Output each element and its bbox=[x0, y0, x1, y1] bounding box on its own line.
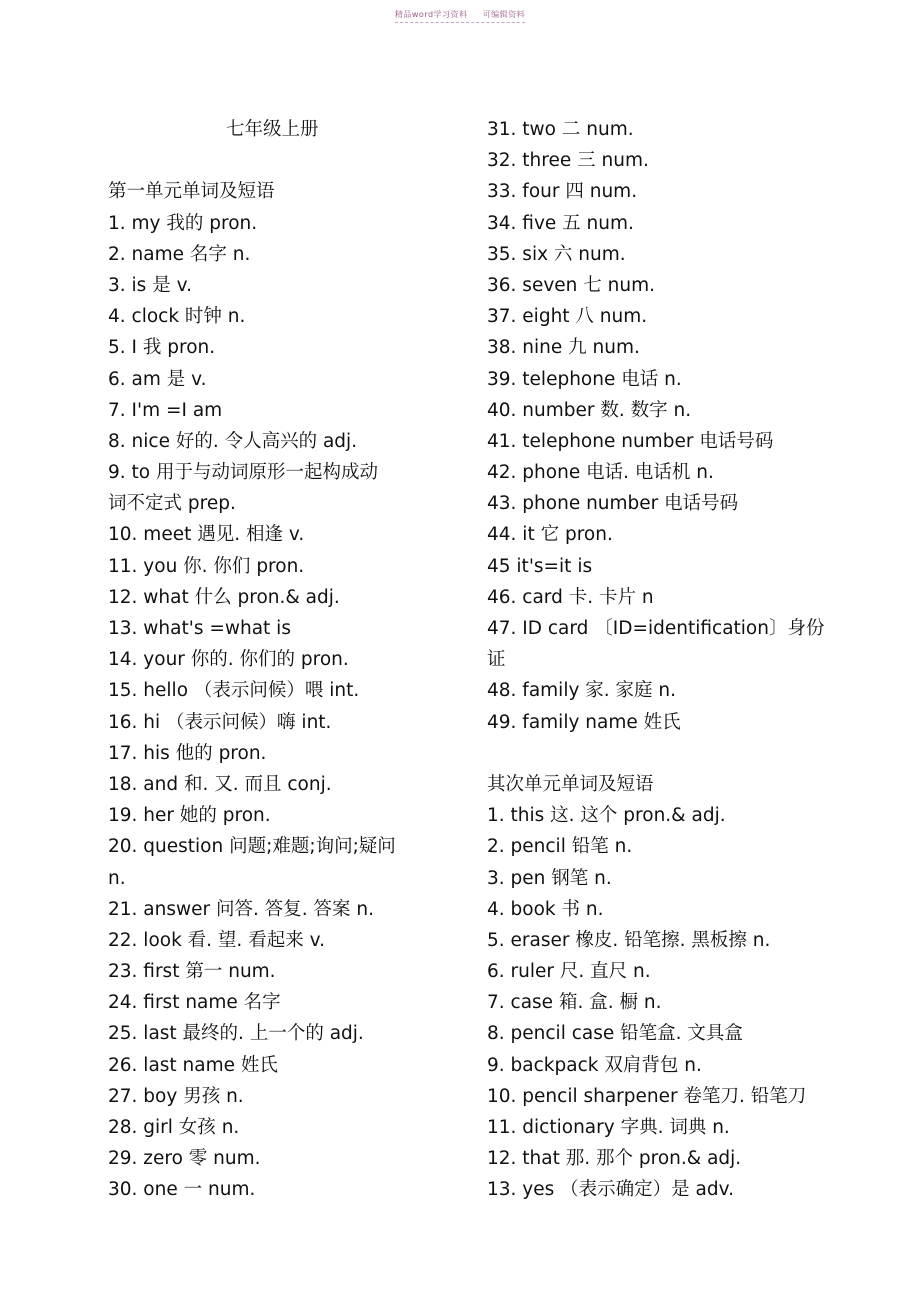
vocab-entry: 46. card 卡. 卡片 n bbox=[487, 586, 654, 608]
vocab-entry: 5. I 我 pron. bbox=[108, 337, 216, 359]
vocab-entry: 2. name 名字 n. bbox=[108, 243, 251, 265]
vocab-entry: 37. eight 八 num. bbox=[487, 306, 648, 328]
vocab-entry: 32. three 三 num. bbox=[487, 150, 649, 172]
vocab-entry: 29. zero 零 num. bbox=[108, 1148, 261, 1170]
vocab-entry: n. bbox=[108, 867, 126, 889]
vocab-entry: 词不定式 prep. bbox=[108, 493, 236, 515]
vocab-entry: 27. boy 男孩 n. bbox=[108, 1085, 244, 1107]
header-left-text: 精品word学习资料 bbox=[394, 10, 468, 19]
vocab-entry: 40. number 数. 数字 n. bbox=[487, 399, 692, 421]
vocab-entry: 22. look 看. 望. 看起来 v. bbox=[108, 929, 325, 951]
vocab-entry: 38. nine 九 num. bbox=[487, 337, 640, 359]
page-header bbox=[0, 9, 920, 20]
vocab-entry: 1. this 这. 这个 pron.& adj. bbox=[487, 805, 726, 827]
vocab-entry: 13. what's =what is bbox=[108, 618, 291, 639]
vocab-entry: 49. family name 姓氏 bbox=[487, 711, 681, 733]
vocab-entry: 33. four 四 num. bbox=[487, 181, 638, 203]
vocab-entry: 15. hello （表示问候）喂 int. bbox=[108, 680, 360, 702]
vocab-entry: 6. am 是 v. bbox=[108, 368, 207, 390]
vocab-entry: 4. book 书 n. bbox=[487, 898, 604, 920]
vocab-entry: 43. phone number 电话号码 bbox=[487, 493, 739, 515]
vocab-entry: 31. two 二 num. bbox=[487, 119, 634, 140]
vocab-entry: 12. that 那. 那个 pron.& adj. bbox=[487, 1148, 742, 1170]
vocab-entry: 9. to 用于与动词原形一起构成动 bbox=[108, 462, 378, 484]
vocab-entry: 1. my 我的 pron. bbox=[108, 212, 258, 234]
vocab-entry: 2. pencil 铅笔 n. bbox=[487, 836, 633, 858]
vocab-entry: 23. first 第一 num. bbox=[108, 961, 276, 983]
vocab-entry: 12. what 什么 pron.& adj. bbox=[108, 586, 340, 608]
vocab-entry: 21. answer 问答. 答复. 答案 n. bbox=[108, 898, 375, 920]
section-heading: 第一单元单词及短语 bbox=[108, 181, 275, 203]
header-right-text: 可编辑资料 bbox=[482, 10, 526, 19]
vocab-entry: 25. last 最终的. 上一个的 adj. bbox=[108, 1023, 364, 1045]
vocab-entry: 48. family 家. 家庭 n. bbox=[487, 680, 677, 702]
header-divider bbox=[395, 22, 525, 23]
vocab-entry: 41. telephone number 电话号码 bbox=[487, 430, 774, 452]
vocab-entry: 9. backpack 双肩背包 n. bbox=[487, 1054, 702, 1076]
vocab-entry: 11. dictionary 字典. 词典 n. bbox=[487, 1117, 730, 1138]
vocab-entry: 18. and 和. 又. 而且 conj. bbox=[108, 773, 332, 795]
vocab-entry: 7. case 箱. 盒. 橱 n. bbox=[487, 992, 662, 1014]
vocab-entry: 45 it's=it is bbox=[487, 555, 593, 577]
vocab-entry: 10. meet 遇见. 相逢 v. bbox=[108, 524, 305, 546]
vocab-entry: 47. ID card 〔ID=identification〕身份 bbox=[487, 618, 825, 639]
vocab-entry: 20. question 问题;难题;询问;疑问 bbox=[108, 836, 396, 858]
vocab-entry: 3. pen 钢笔 n. bbox=[487, 867, 612, 889]
vocab-entry: 19. her 她的 pron. bbox=[108, 805, 271, 827]
vocab-entry: 28. girl 女孩 n. bbox=[108, 1117, 240, 1138]
vocab-entry: 8. nice 好的. 令人高兴的 adj. bbox=[108, 430, 358, 452]
vocab-entry: 4. clock 时钟 n. bbox=[108, 306, 246, 328]
vocab-entry: 6. ruler 尺. 直尺 n. bbox=[487, 961, 651, 983]
vocab-entry: 35. six 六 num. bbox=[487, 243, 626, 265]
left-column bbox=[108, 114, 468, 1206]
vocab-entry: 26. last name 姓氏 bbox=[108, 1054, 278, 1076]
vocab-entry: 13. yes （表示确定）是 adv. bbox=[487, 1179, 735, 1201]
vocab-entry: 24. first name 名字 bbox=[108, 992, 281, 1014]
vocab-entry: 3. is 是 v. bbox=[108, 274, 192, 296]
vocab-entry: 16. hi （表示问候）嗨 int. bbox=[108, 711, 332, 733]
vocab-entry: 39. telephone 电话 n. bbox=[487, 368, 682, 390]
vocab-entry: 7. I'm =I am bbox=[108, 399, 223, 421]
spacer bbox=[108, 145, 468, 176]
vocab-entry: 8. pencil case 铅笔盒. 文具盒 bbox=[487, 1023, 743, 1045]
vocab-entry: 14. your 你的. 你们的 pron. bbox=[108, 649, 349, 671]
right-column bbox=[487, 114, 847, 1206]
section-heading: 其次单元单词及短语 bbox=[487, 773, 654, 795]
vocab-entry: 证 bbox=[487, 649, 506, 671]
vocab-entry: 34. five 五 num. bbox=[487, 212, 634, 234]
vocab-entry: 42. phone 电话. 电话机 n. bbox=[487, 462, 714, 484]
vocab-entry: 44. it 它 pron. bbox=[487, 524, 613, 546]
vocab-entry: 17. his 他的 pron. bbox=[108, 742, 267, 764]
vocab-entry: 5. eraser 橡皮. 铅笔擦. 黑板擦 n. bbox=[487, 929, 771, 951]
vocab-entry: 30. one 一 num. bbox=[108, 1179, 256, 1201]
vocab-entry: 36. seven 七 num. bbox=[487, 274, 655, 296]
vocab-entry: 11. you 你. 你们 pron. bbox=[108, 555, 305, 577]
spacer bbox=[487, 738, 847, 769]
vocab-entry: 10. pencil sharpener 卷笔刀. 铅笔刀 bbox=[487, 1085, 807, 1107]
document-title: 七年级上册 bbox=[226, 119, 319, 140]
